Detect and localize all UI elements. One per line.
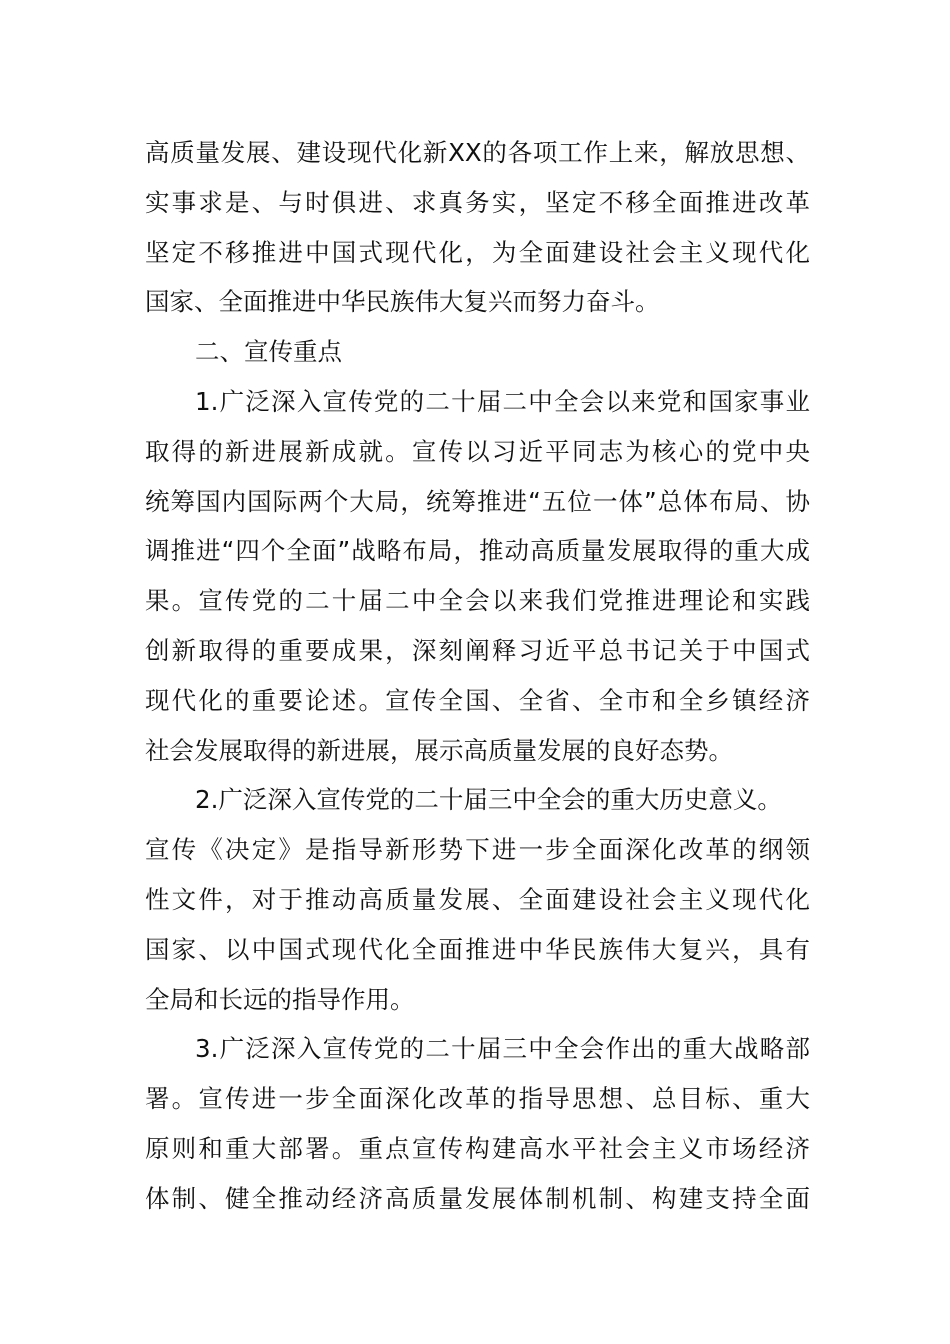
text-line: 实事求是、与时俱进、求真务实，坚定不移全面推进改革 <box>145 187 810 217</box>
text-line: 调推进“四个全面”战略布局，推动高质量发展取得的重大成 <box>145 536 810 566</box>
text-line: 果。宣传党的二十届二中全会以来我们党推进理论和实践 <box>145 586 810 616</box>
text-line: 原则和重大部署。重点宣传构建高水平社会主义市场经济 <box>145 1133 810 1163</box>
text-line: 1.广泛深入宣传党的二十届二中全会以来党和国家事业 <box>195 386 810 416</box>
text-line: 国家、以中国式现代化全面推进中华民族伟大复兴，具有 <box>145 934 810 964</box>
text-line: 坚定不移推进中国式现代化，为全面建设社会主义现代化 <box>145 237 810 267</box>
text-line: 国家、全面推进中华民族伟大复兴而努力奋斗。 <box>145 287 660 317</box>
text-line: 取得的新进展新成就。宣传以习近平同志为核心的党中央 <box>145 436 810 466</box>
text-line: 宣传《决定》是指导新形势下进一步全面深化改革的纲领 <box>145 835 810 865</box>
text-line: 署。宣传进一步全面深化改革的指导思想、总目标、重大 <box>145 1084 810 1114</box>
text-line: 体制、健全推动经济高质量发展体制机制、构建支持全面 <box>145 1183 810 1213</box>
section-heading: 二、宣传重点 <box>195 337 342 367</box>
text-line: 高质量发展、建设现代化新XX的各项工作上来，解放思想、 <box>145 138 810 167</box>
text-line: 全局和长远的指导作用。 <box>145 984 415 1014</box>
text-line: 3.广泛深入宣传党的二十届三中全会作出的重大战略部 <box>195 1034 810 1064</box>
text-line: 创新取得的重要成果，深刻阐释习近平总书记关于中国式 <box>145 635 810 665</box>
text-line: 2.广泛深入宣传党的二十届三中全会的重大历史意义。 <box>195 785 782 815</box>
text-line: 性文件，对于推动高质量发展、全面建设社会主义现代化 <box>145 884 810 914</box>
body-text <box>145 128 810 1224</box>
text-line: 统筹国内国际两个大局，统筹推进“五位一体”总体布局、协 <box>145 486 810 516</box>
text-line: 现代化的重要论述。宣传全国、全省、全市和全乡镇经济 <box>145 685 810 715</box>
text-line: 社会发展取得的新进展，展示高质量发展的良好态势。 <box>145 735 733 765</box>
